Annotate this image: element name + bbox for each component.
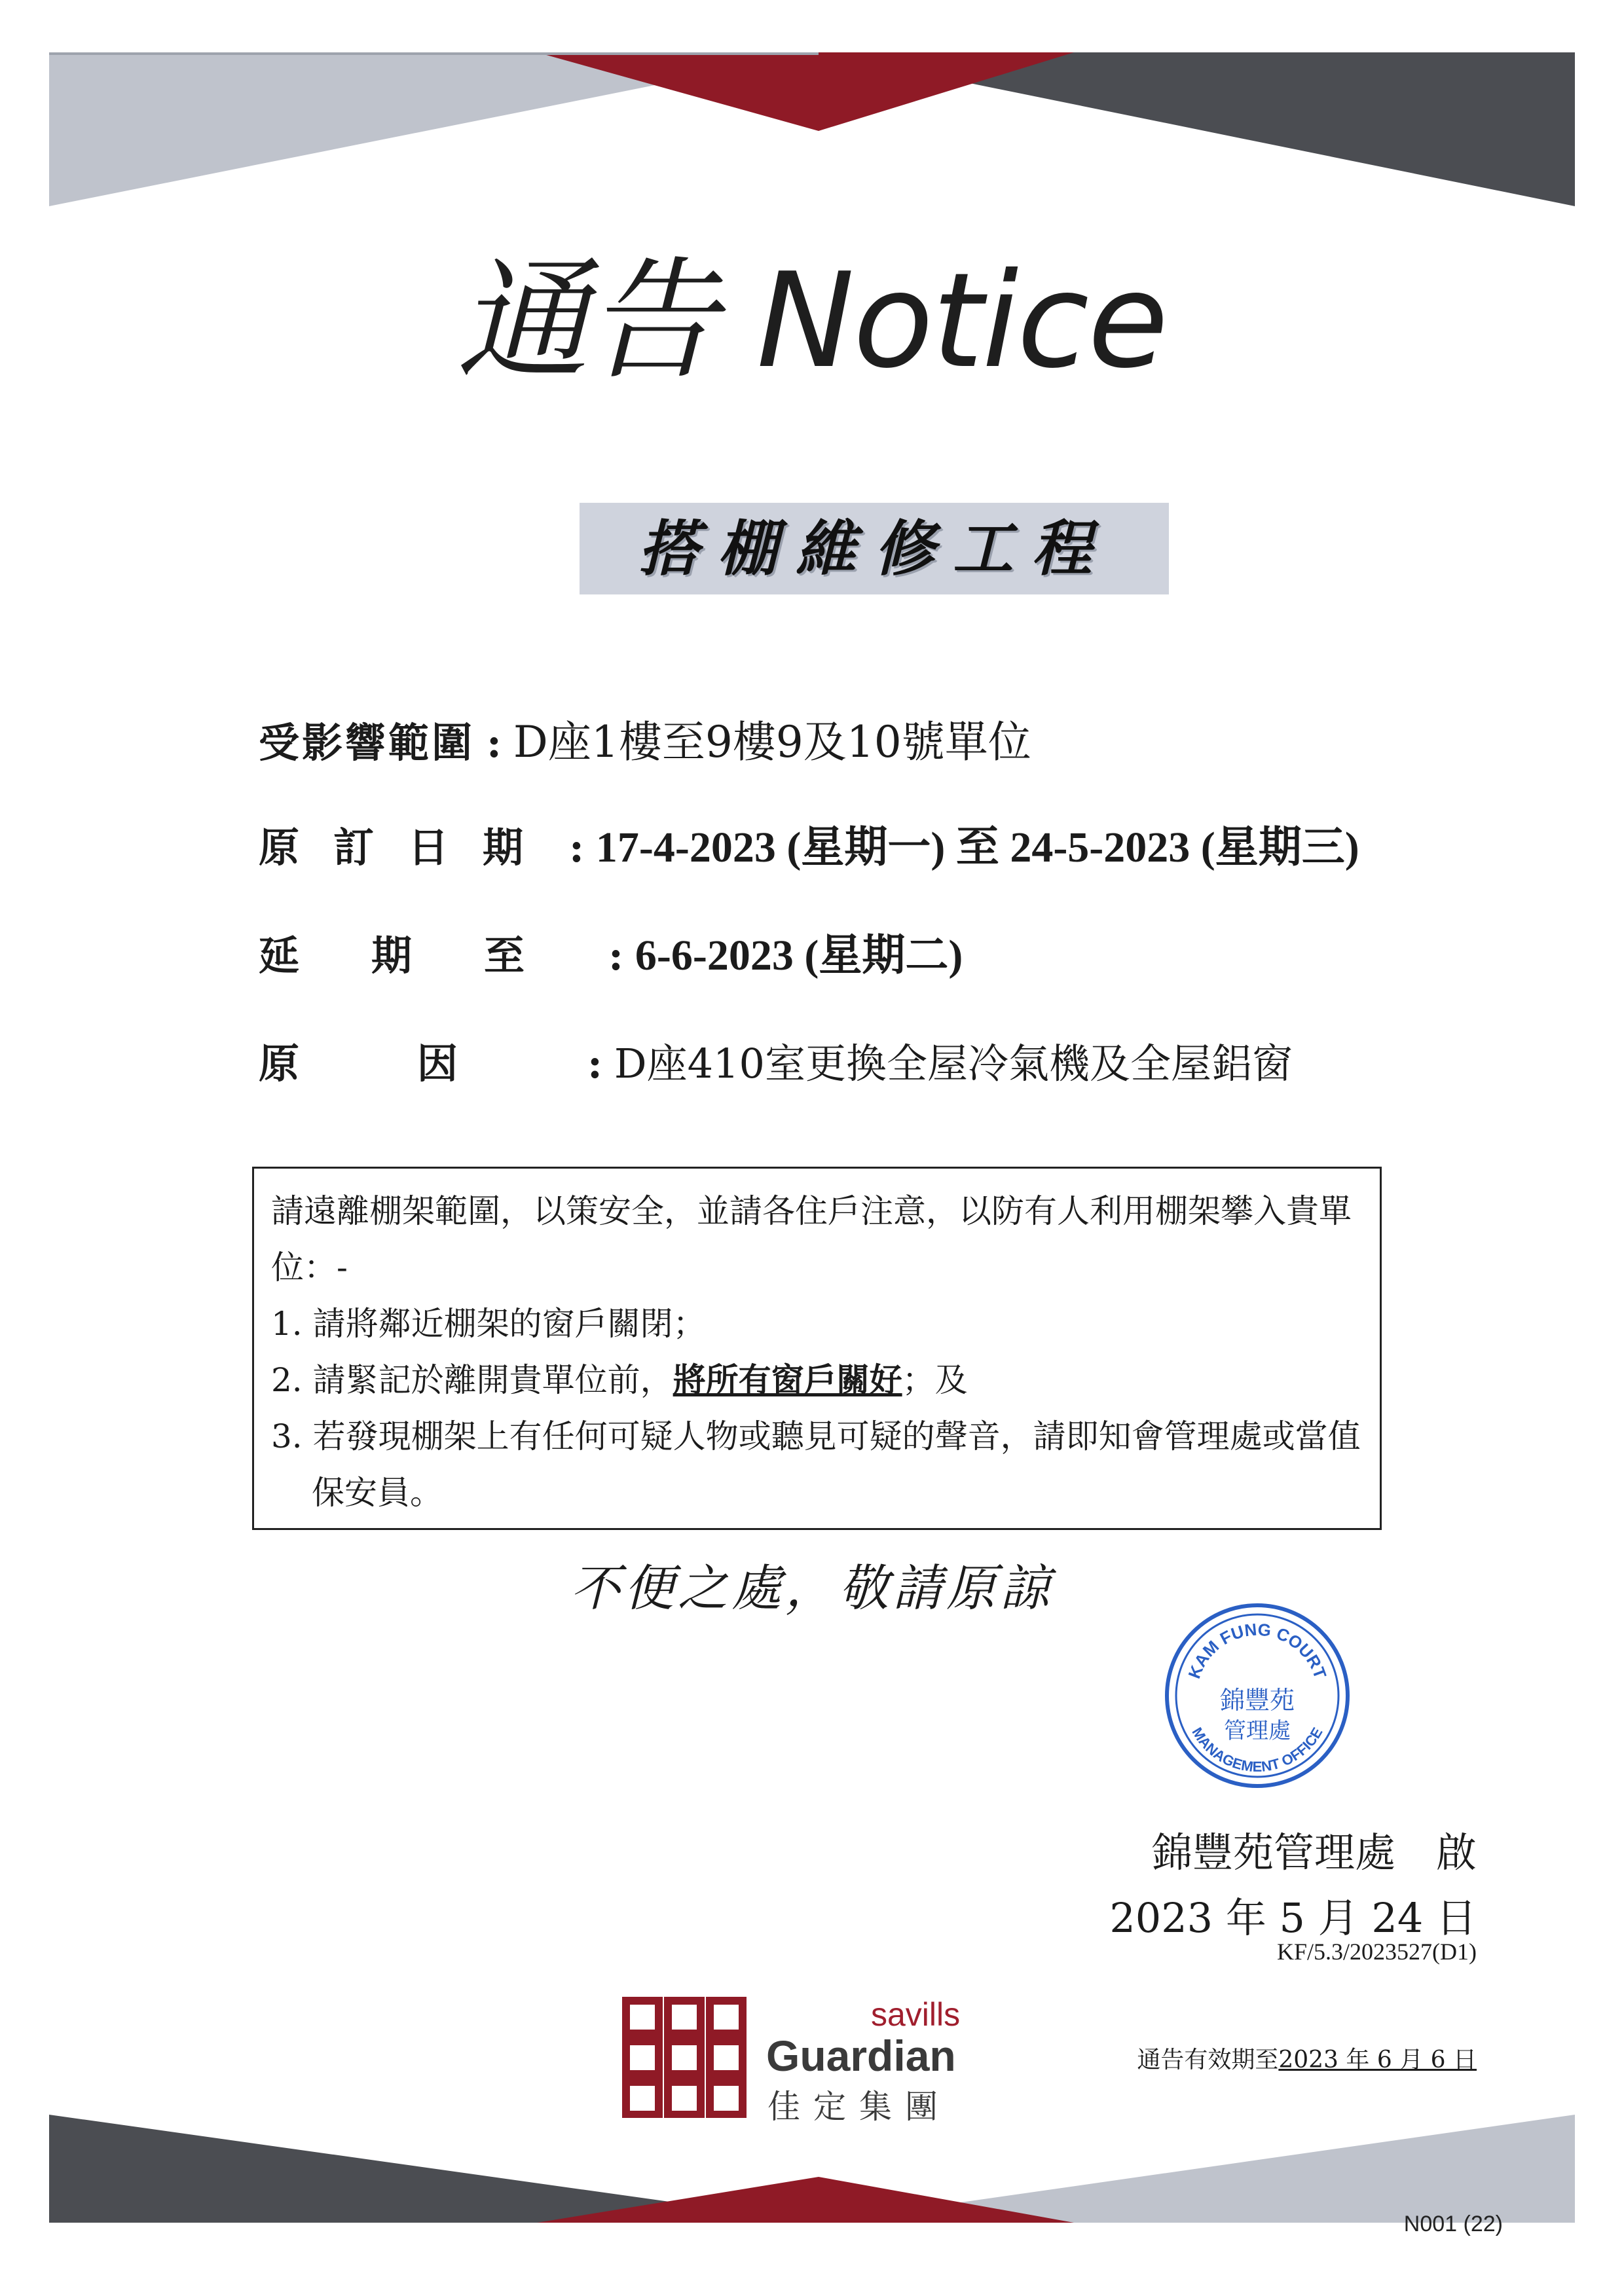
svg-text:管理處: 管理處 [1224,1718,1291,1744]
notice-title: 通告 Notice [456,245,1168,397]
original-date-value: 17-4-2023 (星期一) 至 24-5-2023 (星期三) [595,824,1359,871]
apology-text: 不便之處，敬請原諒 [570,1559,1054,1617]
logo-grid-icon [622,1997,747,2118]
form-code: N001 (22) [1403,2212,1503,2236]
safety-intro: 請遠離棚架範圍，以策安全，並請各住戶注意，以防有人利用棚架攀入貴單位：- [271,1192,1352,1286]
safety-item-2: 2. 請緊記於離開貴單位前，將所有窗戶關好；及 [271,1360,968,1399]
signature-block [1109,1820,1477,1951]
savills-guardian-logo [622,1996,976,2126]
footer-band [0,2115,1624,2246]
reason-row: 原因 : D座410室更換全屋冷氣機及全屋鋁窗 [259,1031,1293,1089]
original-date-label: 原訂日期 [259,824,558,871]
validity-line [1137,2041,1477,2075]
affected-area-label: 受影響範圍 [259,719,475,767]
logo-guardian-text: Guardian [766,2032,956,2080]
header-band [0,0,1624,210]
svg-text:錦豐苑: 錦豐苑 [1219,1686,1295,1715]
issue-date: 2023 年 5 月 24 日 [1109,1894,1477,1942]
affected-area-value: D座1樓至9樓9及10號單位 [513,717,1031,767]
sender-name: 錦豐苑管理處 啟 [1151,1829,1477,1876]
svg-text:MANAGEMENT OFFICE: MANAGEMENT OFFICE [1189,1724,1326,1776]
svg-text:KAM FUNG COURT: KAM FUNG COURT [1184,1619,1331,1681]
safety-item-3: 3. 若發現棚架上有任何可疑人物或聽見可疑的聲音，請即知會管理處或當值保安員。 [271,1417,1361,1512]
reference-number: KF/5.3/2023527(D1) [1277,1939,1477,1965]
safety-notice-box [252,1167,1382,1530]
validity-date: 2023 年 6 月 6 日 [1278,2047,1477,2073]
reason-value: D座410室更換全屋冷氣機及全屋鋁窗 [614,1040,1293,1087]
management-office-stamp [1159,1597,1356,1794]
extended-date-label: 延期至 [259,932,597,979]
subject-heading: 搭棚維修工程 [580,503,1169,594]
extended-date-value: 6-6-2023 (星期二) [635,932,963,979]
reason-label: 原因 [259,1040,576,1087]
validity-prefix: 通告有效期至 [1137,2047,1279,2073]
close-windows-emphasis: 將所有窗戶關好 [673,1360,902,1399]
logo-savills-text: savills [871,1996,961,2033]
extended-date-row: 延期至 : 6-6-2023 (星期二) [259,920,963,982]
logo-chinese-text: 佳定集團 [767,2088,951,2126]
original-date-row: 原訂日期 : 17-4-2023 (星期一) 至 24-5-2023 (星期三) [259,812,1359,874]
affected-area-row: 受影響範圍 : D座1樓至9樓9及10號單位 [259,707,1031,769]
safety-item-1: 1. 請將鄰近棚架的窗戶關閉； [271,1305,706,1343]
